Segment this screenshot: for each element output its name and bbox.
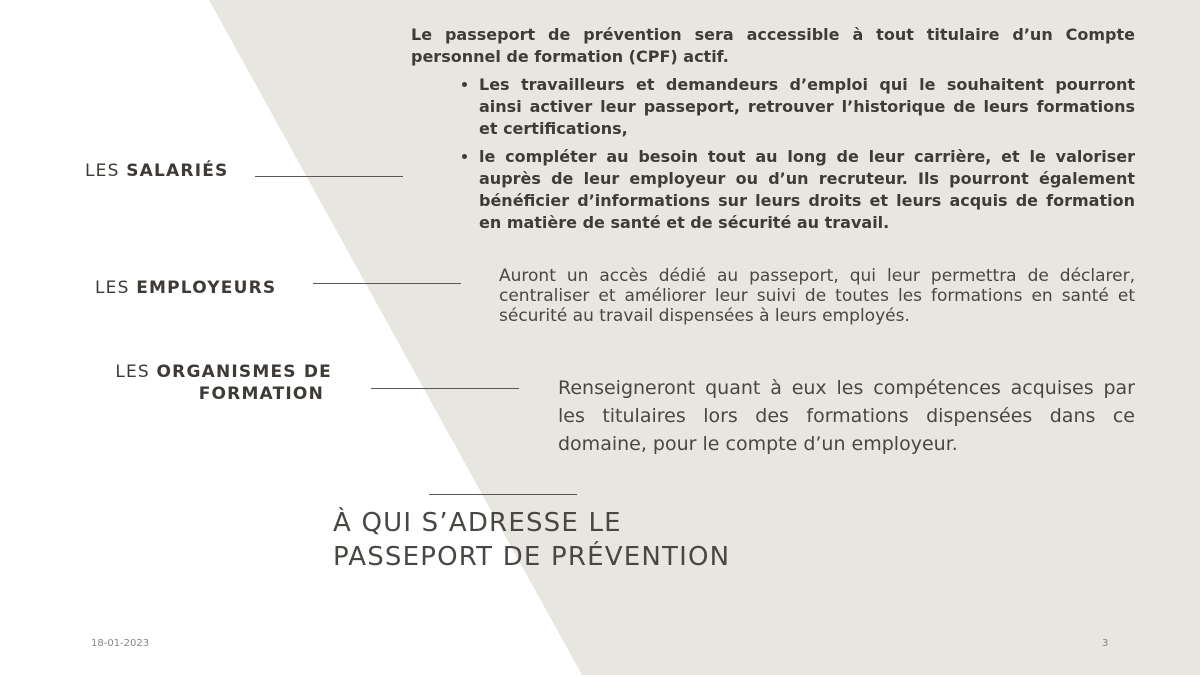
connector-line-organismes [371,388,519,389]
connector-line-salaries [255,176,403,177]
slide-number: 3 [1102,638,1109,649]
list-item: • Les travailleurs et demandeurs d’emploi qui le souhaitent pourront ainsi activer leur passeport, retrouver l’historique de leurs formations et certifications, [479,74,1135,140]
label-organismes: LES ORGANISMES DE FORMATION [115,362,332,404]
label-salaries: LES SALARIÉS [85,161,229,181]
title-accent-line [429,494,577,495]
intro-text: Le passeport de prévention sera accessible à tout titulaire d’un Compte personnel de formation (CPF) actif. [411,25,1135,66]
bullet-list [411,74,1135,234]
label-employeurs: LES EMPLOYEURS [95,278,277,298]
cpf-access-block [411,24,1135,240]
list-item: • le compléter au besoin tout au long de leur carrière, et le valoriser auprès de leur employeur ou d’un recruteur. Ils pourront également bénéficier d’informations sur leurs droits et leurs acquis de formation en matière de santé et de sécurité au travail. [479,146,1135,234]
page-title: À QUI S’ADRESSE LE PASSEPORT DE PRÉVENTION [333,508,731,572]
connector-line-employeurs [313,283,461,284]
footer-date: 18-01-2023 [91,638,150,649]
employeurs-description: Auront un accès dédié au passeport, qui leur permettra de déclarer, centraliser et améliorer leur suivi de toutes les formations en santé et sécurité au travail dispensées à leurs employés. [499,266,1135,326]
organismes-description: Renseigneront quant à eux les compétences acquises par les titulaires lors des formations dispensées dans ce domaine, pour le compte d’un employeur. [558,377,1135,455]
